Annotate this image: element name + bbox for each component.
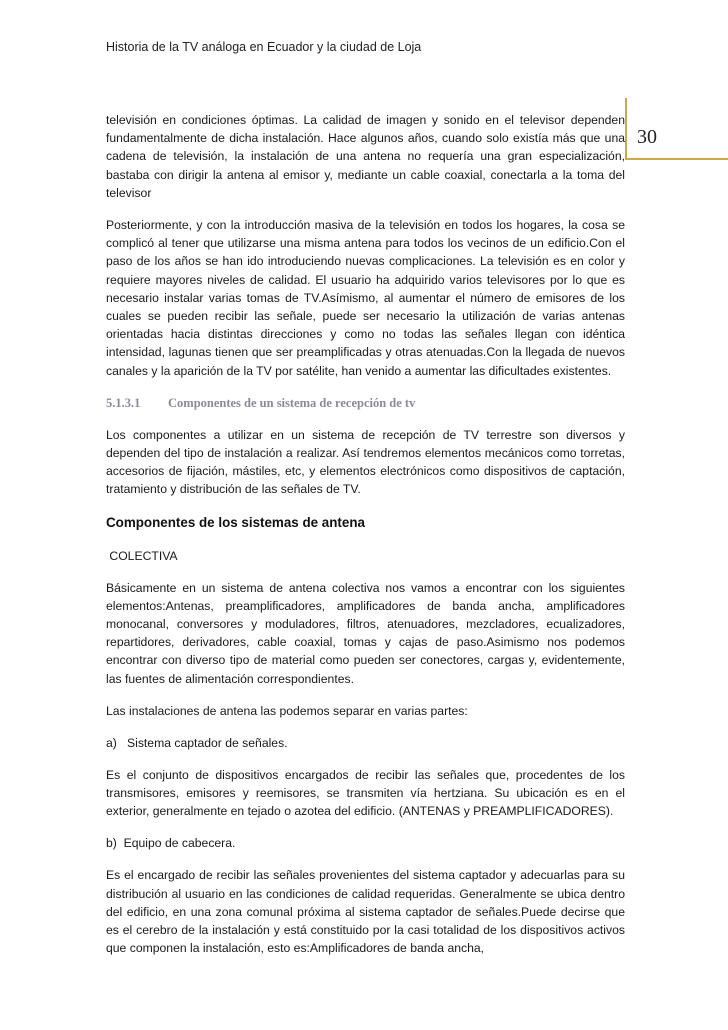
colectiva-label: COLECTIVA [106,548,178,563]
running-header: Historia de la TV análoga en Ecuador y la ciudad de Loja [106,40,422,54]
paragraph-7: Es el encargado de recibir las señales provenientes del sistema captador y adecuarlas para su distribución al usuario en las condiciones de calidad requeridas. Generalmente se ubica dentro del edificio, en una zona comunal próxima al sistema captador de señales.Puede decirse que es el cerebro de la instalación y está constituido por la casi totalidad de los dispositivos activos que componen la instalación, esto es:Amplificadores de banda ancha, [106,868,625,956]
page-number-box [625,110,728,160]
section-heading [106,394,625,412]
list-item-b: b) Equipo de cabecera. [106,836,236,851]
paragraph-6: Es el conjunto de dispositivos encargados de recibir las señales que, procedentes de los transmisores, emisores y reemisores, se transmiten vía hertziana. Su ubicación es en el exterior, generalmente en tejado o azotea del edificio. (ANTENAS y PREAMPLIFICADORES). [106,767,625,819]
paragraph-4: Básicamente en un sistema de antena colectiva nos vamos a encontrar con los siguientes elementos:Antenas, preamplificadores, amplificadores de banda ancha, amplificadores monocanal, conversores y moduladores, filtros, atenuadores, mezcladores, ecualizadores, repartidores, derivadores, cable coaxial, tomas y cajas de paso.Asimismo nos podemos encontrar con diverso tipo de material como pueden ser conectores, cargas y, evidentemente, las fuentes de alimentación correspondientes. [106,580,625,686]
section-number: 5.1.3.1 [106,395,141,410]
paragraph-3: Los componentes a utilizar en un sistema de recepción de TV terrestre son diversos y dependen del tipo de instalación a realizar. Así tendremos elementos mecánicos como torretas, accesorios de fijación, mástiles, etc, y elementos electrónicos como dispositivos de captación, tratamiento y distribución de las señales de TV. [106,427,625,497]
subheading: Componentes de los sistemas de antena [106,514,365,530]
document-body [106,111,625,958]
paragraph-2: Posteriormente, y con la introducción masiva de la televisión en todos los hogares, la cosa se complicó al tener que utilizarse una misma antena para todos los vecinos de un edificio.Con el paso de los años se han ido introduciendo nuevas complicaciones. La televisión es en color y requiere mayores niveles de calidad. El usuario ha adquirido varios televisores por lo que es necesario instalar varias tomas de TV.Asímismo, al aumentar el número de emisores de los cuales se pueden recibir las señale, puede ser necesario la utilización de varias antenas orientadas hacia distintas direcciones y como no todas las señales llegan con idéntica intensidad, lagunas tienen que ser preamplificadas y otras atenuadas.Con la llegada de nuevos canales y la aparición de la TV por satélite, han venido a aumentar las dificultades existentes. [106,218,625,378]
page-number: 30 [637,126,657,148]
paragraph-1: televisión en condiciones óptimas. La calidad de imagen y sonido en el televisor dependen fundamentalmente de dicha instalación. Hace algunos años, cuando solo existía más que una cadena de televisión, la instalación de una antena no requería una gran especialización, bastaba con dirigir la antena al emisor y, mediante un cable coaxial, conectarla a la toma del televisor [106,113,625,200]
section-title: Componentes de un sistema de recepción de tv [168,395,416,410]
list-item-a: a) Sistema captador de señales. [106,735,288,750]
paragraph-5: Las instalaciones de antena las podemos separar en varias partes: [106,703,468,718]
